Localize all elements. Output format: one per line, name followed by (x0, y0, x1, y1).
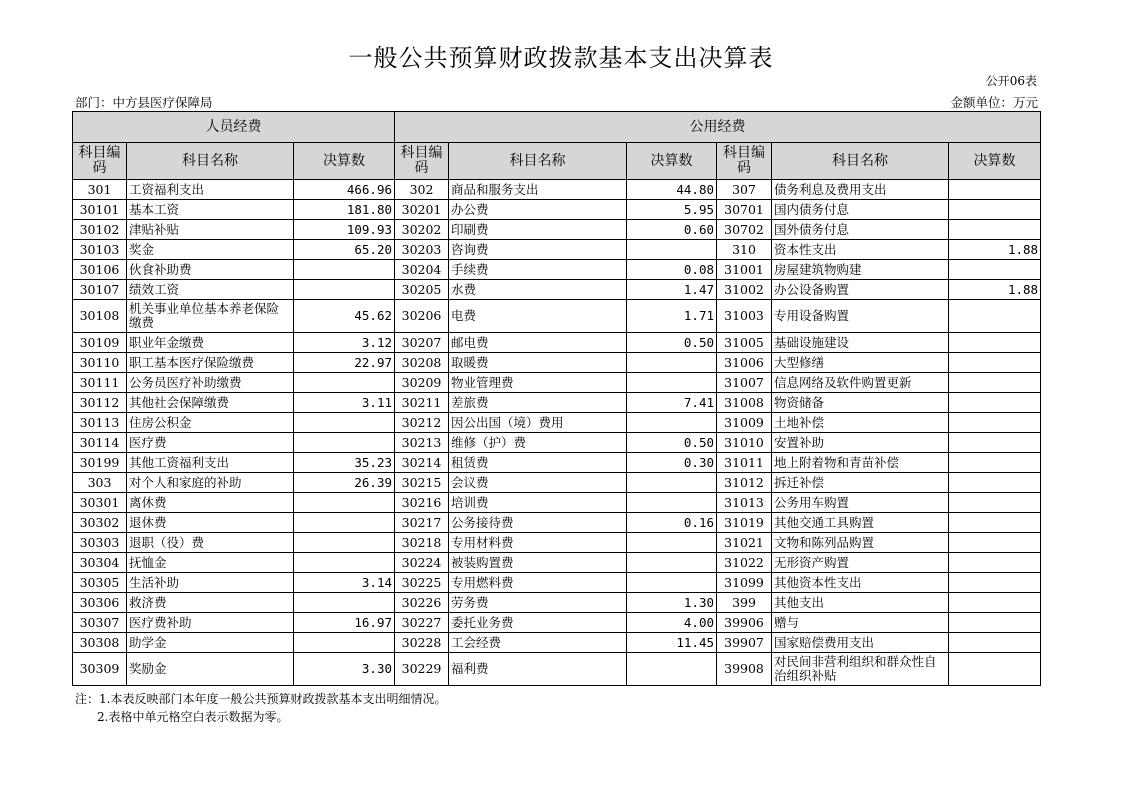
item-amount (627, 353, 717, 373)
item-name: 物资储备 (772, 393, 949, 413)
item-name: 抚恤金 (127, 553, 294, 573)
item-amount: 16.97 (294, 613, 395, 633)
table-row (73, 240, 1041, 260)
item-code: 30107 (73, 280, 127, 300)
table-row (73, 333, 1041, 353)
item-code: 31003 (717, 300, 772, 333)
item-amount: 3.11 (294, 393, 395, 413)
item-name: 住房公积金 (127, 413, 294, 433)
item-name: 其他支出 (772, 593, 949, 613)
item-amount (294, 260, 395, 280)
item-amount (949, 393, 1041, 413)
item-code: 30303 (73, 533, 127, 553)
item-code: 30109 (73, 333, 127, 353)
item-name: 印刷费 (449, 220, 627, 240)
header-name: 科目名称 (127, 143, 294, 180)
item-code: 30211 (395, 393, 449, 413)
form-code: 公开06表 (985, 74, 1037, 88)
item-name: 电费 (449, 300, 627, 333)
item-amount (949, 180, 1041, 200)
item-name: 退休费 (127, 513, 294, 533)
item-code: 30302 (73, 513, 127, 533)
table-row (73, 593, 1041, 613)
item-code: 310 (717, 240, 772, 260)
notes (75, 690, 446, 726)
item-name: 被装购置费 (449, 553, 627, 573)
item-name: 国内债务付息 (772, 200, 949, 220)
item-code: 30208 (395, 353, 449, 373)
table-row (73, 473, 1041, 493)
item-amount: 35.23 (294, 453, 395, 473)
header-code: 科目编码 (717, 143, 772, 180)
item-name: 对民间非营利组织和群众性自治组织补贴 (772, 653, 949, 686)
item-code: 30202 (395, 220, 449, 240)
table-row (73, 373, 1041, 393)
item-code: 31005 (717, 333, 772, 353)
item-amount (949, 373, 1041, 393)
item-amount (627, 653, 717, 686)
item-amount: 3.30 (294, 653, 395, 686)
item-name: 公务员医疗补助缴费 (127, 373, 294, 393)
item-amount (949, 613, 1041, 633)
item-amount (949, 433, 1041, 453)
item-amount (627, 553, 717, 573)
item-name: 赠与 (772, 613, 949, 633)
item-amount (949, 513, 1041, 533)
item-amount (949, 300, 1041, 333)
item-name: 商品和服务支出 (449, 180, 627, 200)
item-name: 差旅费 (449, 393, 627, 413)
item-name: 专用设备购置 (772, 300, 949, 333)
item-code: 31001 (717, 260, 772, 280)
table-row (73, 413, 1041, 433)
item-code: 39907 (717, 633, 772, 653)
item-code: 30216 (395, 493, 449, 513)
item-amount (949, 573, 1041, 593)
table-row (73, 633, 1041, 653)
item-code: 30206 (395, 300, 449, 333)
item-name: 对个人和家庭的补助 (127, 473, 294, 493)
group-header-row (73, 112, 1041, 143)
item-amount (627, 493, 717, 513)
item-code: 30228 (395, 633, 449, 653)
item-amount: 0.60 (627, 220, 717, 240)
item-code: 30218 (395, 533, 449, 553)
item-name: 退职（役）费 (127, 533, 294, 553)
item-name: 公务用车购置 (772, 493, 949, 513)
item-name: 其他工资福利支出 (127, 453, 294, 473)
item-code: 30205 (395, 280, 449, 300)
item-name: 基础设施建设 (772, 333, 949, 353)
note-1: 注：1.本表反映部门本年度一般公共预算财政拨款基本支出明细情况。 (75, 692, 447, 706)
table-row (73, 393, 1041, 413)
item-amount (949, 593, 1041, 613)
item-name: 邮电费 (449, 333, 627, 353)
note-2: 2.表格中单元格空白表示数据为零。 (97, 710, 289, 724)
item-amount: 45.62 (294, 300, 395, 333)
item-code: 30702 (717, 220, 772, 240)
item-name: 专用材料费 (449, 533, 627, 553)
table-row (73, 280, 1041, 300)
item-name: 水费 (449, 280, 627, 300)
item-amount: 65.20 (294, 240, 395, 260)
table-row (73, 513, 1041, 533)
item-code: 30103 (73, 240, 127, 260)
header-amount: 决算数 (294, 143, 395, 180)
item-name: 其他社会保障缴费 (127, 393, 294, 413)
item-code: 399 (717, 593, 772, 613)
item-code: 30227 (395, 613, 449, 633)
item-code: 31013 (717, 493, 772, 513)
item-name: 债务利息及费用支出 (772, 180, 949, 200)
item-amount (294, 493, 395, 513)
item-name: 机关事业单位基本养老保险缴费 (127, 300, 294, 333)
item-amount (949, 533, 1041, 553)
item-name: 国外债务付息 (772, 220, 949, 240)
item-code: 30701 (717, 200, 772, 220)
item-code: 31021 (717, 533, 772, 553)
item-code: 31022 (717, 553, 772, 573)
item-amount (294, 533, 395, 553)
item-amount (949, 353, 1041, 373)
page-title: 一般公共预算财政拨款基本支出决算表 (348, 44, 774, 72)
item-name: 因公出国（境）费用 (449, 413, 627, 433)
item-name: 工资福利支出 (127, 180, 294, 200)
item-amount: 22.97 (294, 353, 395, 373)
item-name: 医疗费补助 (127, 613, 294, 633)
item-code: 31099 (717, 573, 772, 593)
item-code: 30226 (395, 593, 449, 613)
item-amount (294, 593, 395, 613)
item-name: 其他资本性支出 (772, 573, 949, 593)
item-code: 30213 (395, 433, 449, 453)
item-amount (949, 413, 1041, 433)
item-code: 30306 (73, 593, 127, 613)
item-code: 31007 (717, 373, 772, 393)
item-name: 伙食补助费 (127, 260, 294, 280)
item-code: 30212 (395, 413, 449, 433)
item-amount (627, 533, 717, 553)
unit-label: 金额单位：万元 (950, 95, 1038, 110)
item-code: 301 (73, 180, 127, 200)
item-code: 303 (73, 473, 127, 493)
item-code: 30199 (73, 453, 127, 473)
table-row (73, 220, 1041, 240)
item-code: 30207 (395, 333, 449, 353)
header-amount: 决算数 (627, 143, 717, 180)
item-name: 办公费 (449, 200, 627, 220)
table-row (73, 200, 1041, 220)
item-name: 房屋建筑物购建 (772, 260, 949, 280)
item-amount (294, 513, 395, 533)
item-code: 30106 (73, 260, 127, 280)
item-name: 救济费 (127, 593, 294, 613)
item-amount (294, 553, 395, 573)
item-amount: 1.47 (627, 280, 717, 300)
item-code: 30215 (395, 473, 449, 493)
item-amount: 7.41 (627, 393, 717, 413)
item-amount: 3.12 (294, 333, 395, 353)
item-amount (949, 453, 1041, 473)
item-amount (294, 280, 395, 300)
item-amount: 0.50 (627, 433, 717, 453)
item-name: 绩效工资 (127, 280, 294, 300)
item-name: 其他交通工具购置 (772, 513, 949, 533)
item-code: 30112 (73, 393, 127, 413)
table-row (73, 493, 1041, 513)
department-label: 部门：中方县医疗保障局 (75, 95, 213, 110)
header-name: 科目名称 (449, 143, 627, 180)
group-personnel: 人员经费 (73, 112, 395, 143)
item-amount: 0.30 (627, 453, 717, 473)
item-amount: 3.14 (294, 573, 395, 593)
item-name: 公务接待费 (449, 513, 627, 533)
item-amount (949, 220, 1041, 240)
item-amount: 0.08 (627, 260, 717, 280)
item-amount: 1.30 (627, 593, 717, 613)
item-amount (294, 373, 395, 393)
item-code: 31006 (717, 353, 772, 373)
item-amount (949, 473, 1041, 493)
item-amount (949, 493, 1041, 513)
item-name: 安置补助 (772, 433, 949, 453)
item-name: 工会经费 (449, 633, 627, 653)
item-code: 30309 (73, 653, 127, 686)
item-code: 30305 (73, 573, 127, 593)
item-name: 办公设备购置 (772, 280, 949, 300)
item-name: 基本工资 (127, 200, 294, 220)
item-amount: 1.88 (949, 280, 1041, 300)
item-code: 39908 (717, 653, 772, 686)
item-name: 医疗费 (127, 433, 294, 453)
item-code: 30201 (395, 200, 449, 220)
item-code: 30113 (73, 413, 127, 433)
item-amount: 181.80 (294, 200, 395, 220)
item-amount (627, 373, 717, 393)
item-code: 31009 (717, 413, 772, 433)
item-amount (627, 573, 717, 593)
header-code: 科目编码 (73, 143, 127, 180)
item-name: 会议费 (449, 473, 627, 493)
item-code: 30203 (395, 240, 449, 260)
item-code: 31010 (717, 433, 772, 453)
item-code: 30217 (395, 513, 449, 533)
item-name: 生活补助 (127, 573, 294, 593)
item-code: 30204 (395, 260, 449, 280)
item-amount (627, 473, 717, 493)
table-row (73, 573, 1041, 593)
item-code: 30304 (73, 553, 127, 573)
table-row (73, 533, 1041, 553)
item-name: 奖金 (127, 240, 294, 260)
item-code: 31019 (717, 513, 772, 533)
item-name: 资本性支出 (772, 240, 949, 260)
item-name: 租赁费 (449, 453, 627, 473)
item-name: 手续费 (449, 260, 627, 280)
group-public: 公用经费 (395, 112, 1041, 143)
item-amount (949, 653, 1041, 686)
item-name: 奖励金 (127, 653, 294, 686)
item-amount: 0.16 (627, 513, 717, 533)
item-code: 302 (395, 180, 449, 200)
item-name: 地上附着物和青苗补偿 (772, 453, 949, 473)
item-code: 31011 (717, 453, 772, 473)
item-amount (949, 333, 1041, 353)
item-code: 30110 (73, 353, 127, 373)
item-amount: 44.80 (627, 180, 717, 200)
item-code: 30102 (73, 220, 127, 240)
item-code: 30111 (73, 373, 127, 393)
item-code: 30114 (73, 433, 127, 453)
item-name: 福利费 (449, 653, 627, 686)
item-code: 30108 (73, 300, 127, 333)
item-amount (949, 553, 1041, 573)
header-amount: 决算数 (949, 143, 1041, 180)
item-amount: 5.95 (627, 200, 717, 220)
item-amount: 0.50 (627, 333, 717, 353)
item-code: 30209 (395, 373, 449, 393)
item-code: 39906 (717, 613, 772, 633)
item-amount (627, 413, 717, 433)
item-code: 30224 (395, 553, 449, 573)
table-row (73, 300, 1041, 333)
table-row (73, 453, 1041, 473)
item-name: 无形资产购置 (772, 553, 949, 573)
item-name: 大型修缮 (772, 353, 949, 373)
item-name: 培训费 (449, 493, 627, 513)
item-name: 离休费 (127, 493, 294, 513)
item-code: 30308 (73, 633, 127, 653)
item-code: 30229 (395, 653, 449, 686)
item-code: 30307 (73, 613, 127, 633)
item-name: 助学金 (127, 633, 294, 653)
table-row (73, 653, 1041, 686)
item-code: 307 (717, 180, 772, 200)
item-code: 30101 (73, 200, 127, 220)
item-code: 31008 (717, 393, 772, 413)
item-name: 劳务费 (449, 593, 627, 613)
item-amount (294, 433, 395, 453)
item-name: 咨询费 (449, 240, 627, 260)
item-amount: 11.45 (627, 633, 717, 653)
item-amount (949, 200, 1041, 220)
item-code: 30301 (73, 493, 127, 513)
item-name: 土地补偿 (772, 413, 949, 433)
item-code: 31012 (717, 473, 772, 493)
item-name: 专用燃料费 (449, 573, 627, 593)
item-name: 物业管理费 (449, 373, 627, 393)
item-amount: 4.00 (627, 613, 717, 633)
table-row (73, 613, 1041, 633)
item-amount: 26.39 (294, 473, 395, 493)
item-amount: 466.96 (294, 180, 395, 200)
item-name: 信息网络及软件购置更新 (772, 373, 949, 393)
item-name: 维修（护）费 (449, 433, 627, 453)
header-code: 科目编码 (395, 143, 449, 180)
item-amount: 109.93 (294, 220, 395, 240)
item-amount (627, 240, 717, 260)
table-row (73, 353, 1041, 373)
item-amount (949, 260, 1041, 280)
table-row (73, 433, 1041, 453)
header-name: 科目名称 (772, 143, 949, 180)
item-name: 职工基本医疗保险缴费 (127, 353, 294, 373)
expenditure-table (72, 111, 1041, 686)
item-name: 职业年金缴费 (127, 333, 294, 353)
item-name: 文物和陈列品购置 (772, 533, 949, 553)
item-name: 津贴补贴 (127, 220, 294, 240)
item-code: 30225 (395, 573, 449, 593)
item-code: 30214 (395, 453, 449, 473)
item-name: 国家赔偿费用支出 (772, 633, 949, 653)
table-row (73, 260, 1041, 280)
item-amount (294, 413, 395, 433)
item-amount: 1.71 (627, 300, 717, 333)
column-header-row (73, 143, 1041, 180)
table-row (73, 180, 1041, 200)
item-name: 拆迁补偿 (772, 473, 949, 493)
item-name: 取暖费 (449, 353, 627, 373)
item-amount (949, 633, 1041, 653)
item-name: 委托业务费 (449, 613, 627, 633)
item-amount: 1.88 (949, 240, 1041, 260)
item-code: 31002 (717, 280, 772, 300)
item-amount (294, 633, 395, 653)
table-row (73, 553, 1041, 573)
